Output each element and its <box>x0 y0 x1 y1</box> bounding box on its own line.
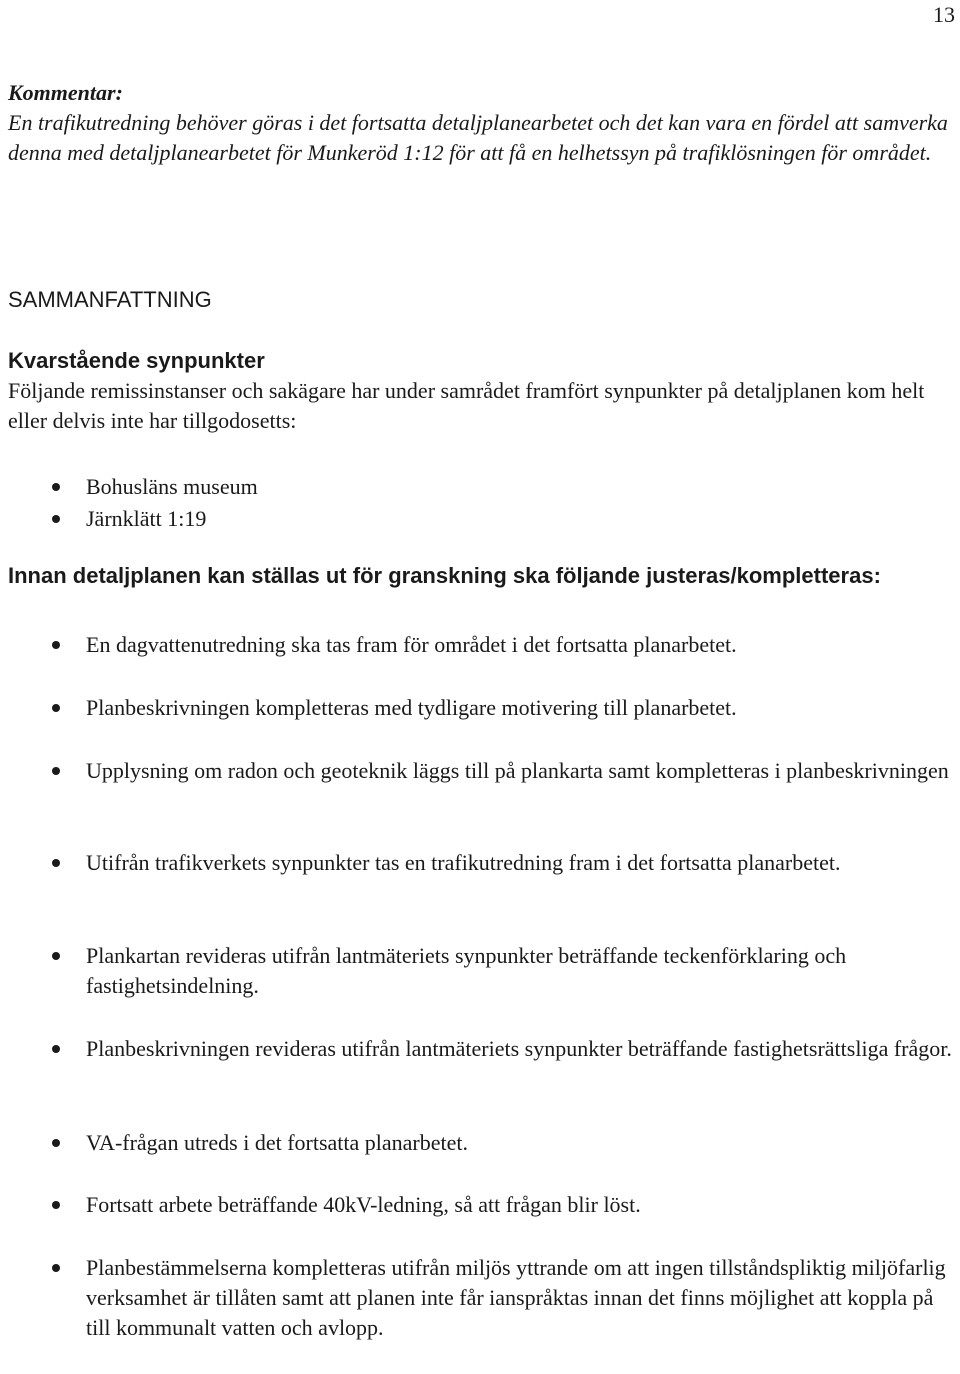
remaining-remarks-section <box>8 346 956 436</box>
list-item: En dagvattenutredning ska tas fram för området i det fortsatta planarbetet. <box>8 630 956 660</box>
parties-list <box>8 472 956 534</box>
remaining-remarks-heading: Kvarstående synpunkter <box>8 348 265 373</box>
list-item: Planbeskrivningen revideras utifrån lantmäteriets synpunkter beträffande fastighetsrättsliga frågor. <box>8 1034 956 1064</box>
list-item: Järnklätt 1:19 <box>8 504 956 534</box>
adjustments-heading: Innan detaljplanen kan ställas ut för granskning ska följande justeras/kompletteras: <box>8 563 881 588</box>
page-number: 13 <box>933 2 955 27</box>
summary-section <box>8 285 956 315</box>
parties-list-container <box>8 472 956 536</box>
comment-heading: Kommentar: <box>8 80 123 105</box>
remaining-remarks-intro: Följande remissinstanser och sakägare har under samrådet framfört synpunkter på detaljplanen kom helt eller delvis inte har tillgodosetts: <box>8 378 925 433</box>
list-item: Fortsatt arbete beträffande 40kV-ledning, så att frågan blir löst. <box>8 1190 956 1220</box>
list-item: Bohusläns museum <box>8 472 956 502</box>
adjustments-section <box>8 560 956 591</box>
list-item: Upplysning om radon och geoteknik läggs till på plankarta samt kompletteras i planbeskrivningen <box>8 756 956 786</box>
list-item: Planbestämmelserna kompletteras utifrån miljös yttrande om att ingen tillståndspliktig miljöfarlig verksamhet är tillåten samt att planen inte får ianspråktas innan det finns möjlighet att koppla på till kommunalt vatten och avlopp. <box>8 1253 956 1343</box>
comment-body: En trafikutredning behöver göras i det fortsatta detaljplanearbetet och det kan vara en fördel att samverka denna med detaljplanearbetet för Munkeröd 1:12 för att få en helhetssyn på trafiklösningen för området. <box>8 110 948 165</box>
list-item: Utifrån trafikverkets synpunkter tas en trafikutredning fram i det fortsatta planarbetet. <box>8 848 956 878</box>
comment-section <box>8 78 956 168</box>
list-item: VA-frågan utreds i det fortsatta planarbetet. <box>8 1128 956 1158</box>
summary-heading: SAMMANFATTNING <box>8 287 212 312</box>
list-item: Planbeskrivningen kompletteras med tydligare motivering till planarbetet. <box>8 693 956 723</box>
list-item: Plankartan revideras utifrån lantmäteriets synpunkter beträffande teckenförklaring och fastighetsindelning. <box>8 941 956 1001</box>
